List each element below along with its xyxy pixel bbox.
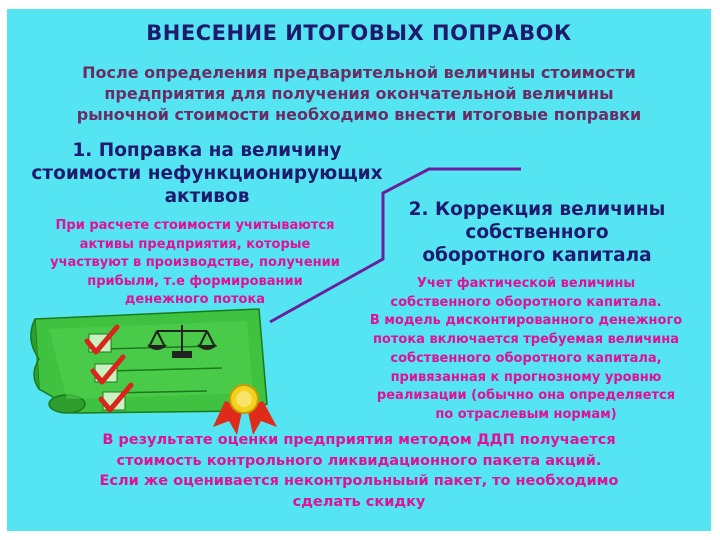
section1-body-line: денежного потока: [124, 292, 266, 307]
section1-heading: [27, 139, 387, 208]
section2-body-line: собственного оборотного капитала.: [390, 294, 662, 310]
section1-body-line: прибыли, т.е формировании: [87, 273, 303, 289]
intro-line: рыночной стоимости необходимо внести итоговые поправки: [76, 105, 642, 124]
section1-body-line: участвуют в производстве, получении: [50, 255, 340, 270]
section1-body-line: активы предприятия, которые: [79, 236, 311, 252]
conclusion-text: [7, 430, 711, 512]
conclusion-line: В результате оценки предприятия методом ДДП получается: [102, 432, 616, 448]
slide: [7, 9, 711, 531]
conclusion-line: сделать скидку: [292, 493, 426, 510]
page-title: ВНЕСЕНИЕ ИТОГОВЫХ ПОПРАВОК: [146, 21, 572, 45]
conclusion-line: Если же оценивается неконтрольныый пакет, то необходимо: [99, 473, 619, 489]
intro-line: предприятия для получения окончательной величины: [104, 84, 614, 103]
section2-body: [341, 275, 711, 425]
section1-heading-line: стоимости нефункционирующих: [31, 163, 383, 184]
intro-text: [7, 62, 711, 125]
section2-body-line: Учет фактической величины: [416, 276, 636, 291]
conclusion-line: стоимость контрольного ликвидационного пакета акций.: [116, 452, 602, 469]
section2-body-line: реализации (обычно она определяется: [376, 388, 676, 404]
section2-heading-line: собственного: [465, 222, 609, 243]
section1-body-line: При расчете стоимости учитываются: [55, 218, 335, 233]
section2-body-line: привязанная к прогнозному уровню: [390, 369, 662, 385]
section2-body-line: В модель дисконтированного денежного: [369, 313, 683, 329]
section1-body: [17, 217, 373, 310]
intro-line: После определения предварительной величины стоимости: [82, 63, 636, 82]
section2-heading-line: оборотного капитала: [422, 245, 652, 266]
section2-body-line: потока включается требуемая величина: [372, 332, 680, 348]
section2-heading-line: 2. Коррекция величины: [408, 199, 666, 220]
section2-body-line: по отраслевым нормам): [435, 406, 617, 422]
section2-heading: [367, 198, 707, 267]
section1-heading-line: 1. Поправка на величину: [72, 140, 342, 161]
section2-body-line: собственного оборотного капитала,: [390, 350, 662, 366]
section1-heading-line: активов: [164, 186, 250, 207]
